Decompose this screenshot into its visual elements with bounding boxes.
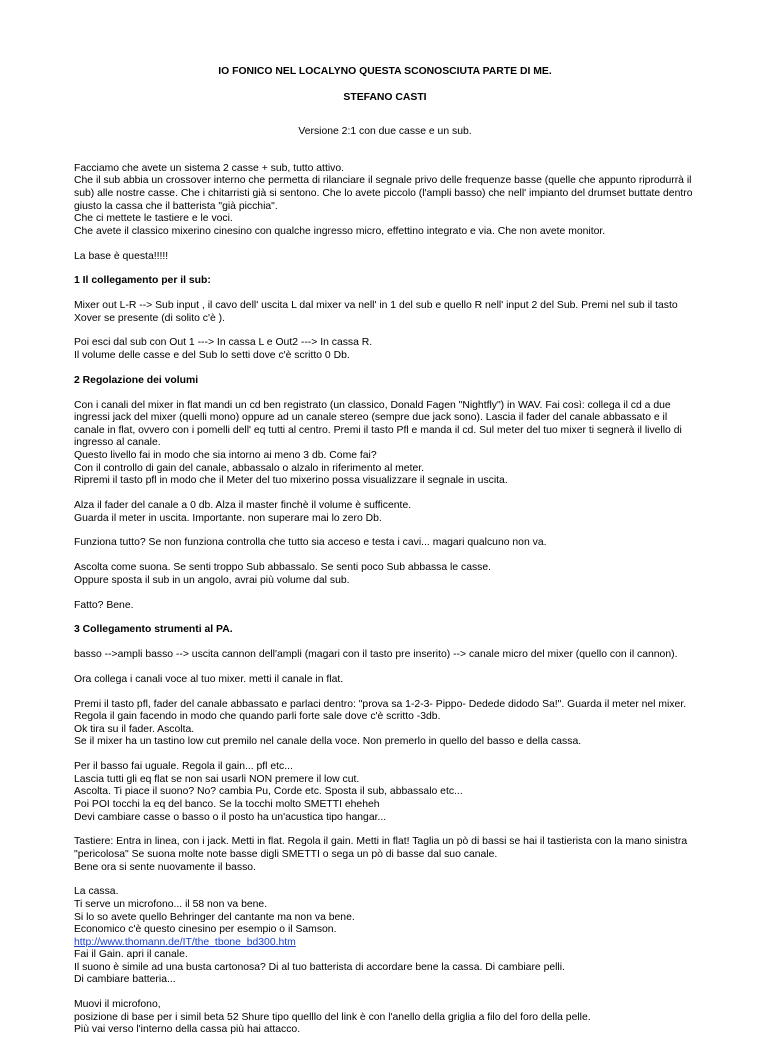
text-line: Oppure sposta il sub in un angolo, avrai più volume dal sub. [74, 574, 350, 586]
text-line: Economico c'è questo cinesino per esempio o il Samson. [74, 924, 337, 936]
text-line: Che il sub abbia un crossover interno che permetta di rilanciare il segnale privo delle frequenze basse (quelle che appunto riprodurrà il sub) alle nostre casse. Che i chitarristi già si sentono. Che lo avete piccolo (l'ampli basso) che nell' impianto del drumset buttate dentro giusto la cassa che il batterista "già picchia". [74, 175, 693, 212]
text-line: Più vai verso l'interno della cassa più hai attacco. [74, 1024, 301, 1036]
paragraph [74, 699, 696, 749]
text-line: Con i canali del mixer in flat mandi un cd ben registrato (un classico, Donald Fagen "Nightfly") in WAV. Fai così: collega il cd a due ingressi jack del mixer (quelli mono) oppure ad un canale stereo (sempre due jack sono). Lascia il fader del canale abbassato e il canale in flat, ovvero con i pomelli dell' eq tutti al centro. Premi il tasto Pfl e manda il cd. Sul meter del tuo mixer ti segnerà il livello di ingresso al canale. [74, 399, 682, 449]
text-line: Con il controllo di gain del canale, abbassalo o alzalo in riferimento al meter. [74, 462, 425, 474]
text-line: Il suono è simile ad una busta cartonosa? Di al tuo batterista di accordare bene la cassa. Di cambiare pelli. [74, 961, 565, 973]
text-line: Questo livello fai in modo che sia intorno ai meno 3 db. Come fai? [74, 450, 377, 461]
text-line: Fai il Gain. apri il canale. [74, 949, 188, 961]
section-heading-instruments: 3 Collegamento strumenti al PA. [74, 624, 233, 636]
paragraph [74, 836, 696, 874]
section-heading-volumes: 2 Regolazione dei volumi [74, 374, 199, 386]
text-line: Poi POI tocchi la eq del banco. Se la tocchi molto SMETTI eheheh [74, 798, 380, 810]
intro-paragraph [74, 163, 696, 239]
text-line: Tastiere: Entra in linea, con i jack. Metti in flat. Regola il gain. Metti in flat! Taglia un pò di bassi se hai il tastierista con la mano sinistra "pericolosa" Se suona molte note basse digli SMETTI o sega un pò di basse dal suo canale. [74, 836, 688, 860]
paragraph: Mixer out L-R --> Sub input , il cavo dell' uscita L dal mixer va nell' in 1 del sub e quello R nell' input 2 del Sub. Premi nel sub il tasto Xover se presente (di solito c'è ). [74, 300, 678, 324]
paragraph [74, 761, 696, 824]
paragraph [74, 400, 696, 488]
section-heading-sub: 1 Il collegamento per il sub: [74, 275, 211, 287]
text-line: Poi esci dal sub con Out 1 ---> In cassa L e Out2 ---> In cassa R. [74, 337, 373, 349]
paragraph [74, 999, 696, 1037]
text-line: Guarda il meter in uscita. Importante. non superare mai lo zero Db. [74, 512, 382, 524]
base-paragraph: La base è questa!!!!! [74, 250, 169, 262]
text-line: Ascolta. Ti piace il suono? No? cambia Pu, Corde etc. Sposta il sub, abbassalo etc... [74, 786, 463, 798]
text-line: posizione di base per i simil beta 52 Shure tipo quelllo del link è con l'anello della griglia a filo del foro della pelle. [74, 1011, 591, 1023]
paragraph: Funziona tutto? Se non funziona controlla che tutto sia acceso e testa i cavi... magari qualcuno non va. [74, 537, 547, 549]
text-line: Per il basso fai uguale. Regola il gain... pfl etc... [74, 761, 293, 773]
thomann-link[interactable]: http://www.thomann.de/IT/the_tbone_bd300.htm [74, 936, 296, 948]
paragraph [74, 886, 696, 987]
paragraph [74, 562, 696, 587]
text-line: Se il mixer ha un tastino low cut premilo nel canale della voce. Non premerlo in quello del basso e della cassa. [74, 736, 582, 748]
text-line: Regola il gain facendo in modo che quando parli forte sale dove c'è scritto -3db. [74, 711, 441, 723]
paragraph: Ora collega i canali voce al tuo mixer. metti il canale in flat. [74, 673, 344, 685]
text-line: Lascia tutti gli eq flat se non sai usarli NON premere il low cut. [74, 773, 360, 785]
paragraph: basso -->ampli basso --> uscita cannon dell'ampli (magari con il tasto pre inserito) --> canale micro del mixer (quello con il cannon). [74, 649, 678, 661]
text-line: Il volume delle casse e del Sub lo setti dove c'è scritto 0 Db. [74, 350, 350, 362]
text-line: Ti serve un microfono... il 58 non va bene. [74, 898, 268, 910]
text-line: Di cambiare batteria... [74, 974, 176, 986]
paragraph [74, 337, 696, 362]
text-line: La cassa. [74, 886, 119, 898]
text-line: Alza il fader del canale a 0 db. Alza il master finchè il volume è sufficente. [74, 499, 412, 511]
text-line: Che ci mettete le tastiere e le voci. [74, 213, 233, 225]
text-line: Ok tira su il fader. Ascolta. [74, 723, 195, 735]
text-line: Devi cambiare casse o basso o il posto ha un'acustica tipo hangar... [74, 811, 387, 823]
text-line: Bene ora si sente nuovamente il basso. [74, 861, 256, 873]
document-author: STEFANO CASTI [343, 91, 427, 103]
text-line: Muovi il microfono, [74, 999, 161, 1011]
text-line: Ascolta come suona. Se senti troppo Sub abbassalo. Se senti poco Sub abbassa le casse. [74, 562, 492, 574]
text-line: Che avete il classico mixerino cinesino con qualche ingresso micro, effettino integrato e via. Che non avete monitor. [74, 225, 606, 237]
text-line: Si lo so avete quello Behringer del cantante ma non va bene. [74, 911, 355, 923]
document-title: IO FONICO NEL LOCALYNO QUESTA SCONOSCIUTA PARTE DI ME. [218, 66, 552, 77]
paragraph: Fatto? Bene. [74, 599, 134, 611]
text-line: Premi il tasto pfl, fader del canale abbassato e parlaci dentro: "prova sa 1-2-3- Pippo- Dedede didodo Sa!". Guarda il meter nel mixer. [74, 698, 687, 710]
text-line: Facciamo che avete un sistema 2 casse + sub, tutto attivo. [74, 162, 345, 174]
version-line: Versione 2:1 con due casse e un sub. [298, 126, 472, 138]
text-line: Ripremi il tasto pfl in modo che il Meter del tuo mixerino possa visualizzare il segnale in uscita. [74, 475, 508, 487]
paragraph [74, 500, 696, 525]
